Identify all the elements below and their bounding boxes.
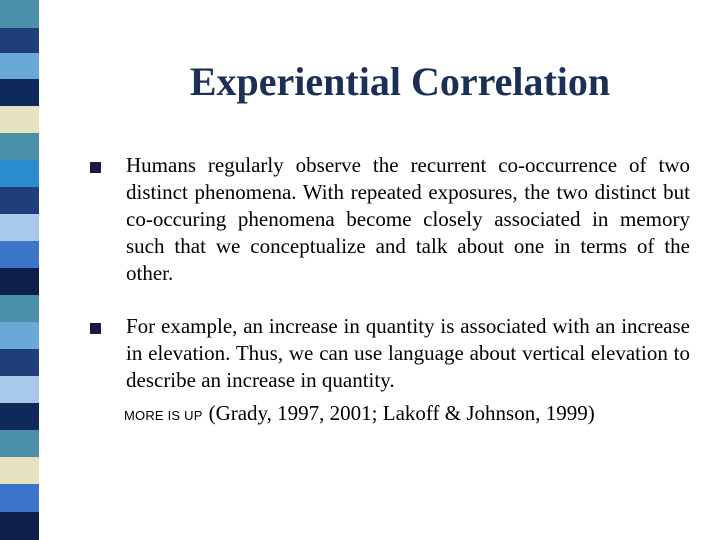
bullet-text: Humans regularly observe the recurrent co-occurrence of two distinct phenomena. With repeated exposures, the two distinct but co-occuring phenomena become closely associated in memory such that we conceptualize and talk about one in terms of the other. — [126, 153, 690, 285]
decorative-left-stripe — [0, 0, 40, 540]
square-bullet-icon — [90, 323, 101, 334]
bullet-list — [90, 152, 690, 431]
citation-reference: (Grady, 1997, 2001; Lakoff & Johnson, 1999) — [208, 401, 595, 425]
bullet-text: For example, an increase in quantity is associated with an increase in elevation. Thus, we can use language about vertical elevation to describe an increase in quantity. — [126, 314, 690, 392]
square-bullet-icon — [90, 162, 101, 173]
metaphor-label: MORE IS UP — [124, 408, 203, 423]
citation-line — [90, 398, 690, 431]
slide-title: Experiential Correlation — [189, 59, 611, 104]
bullet-item-2 — [90, 313, 690, 394]
bullet-item-1 — [90, 152, 690, 287]
